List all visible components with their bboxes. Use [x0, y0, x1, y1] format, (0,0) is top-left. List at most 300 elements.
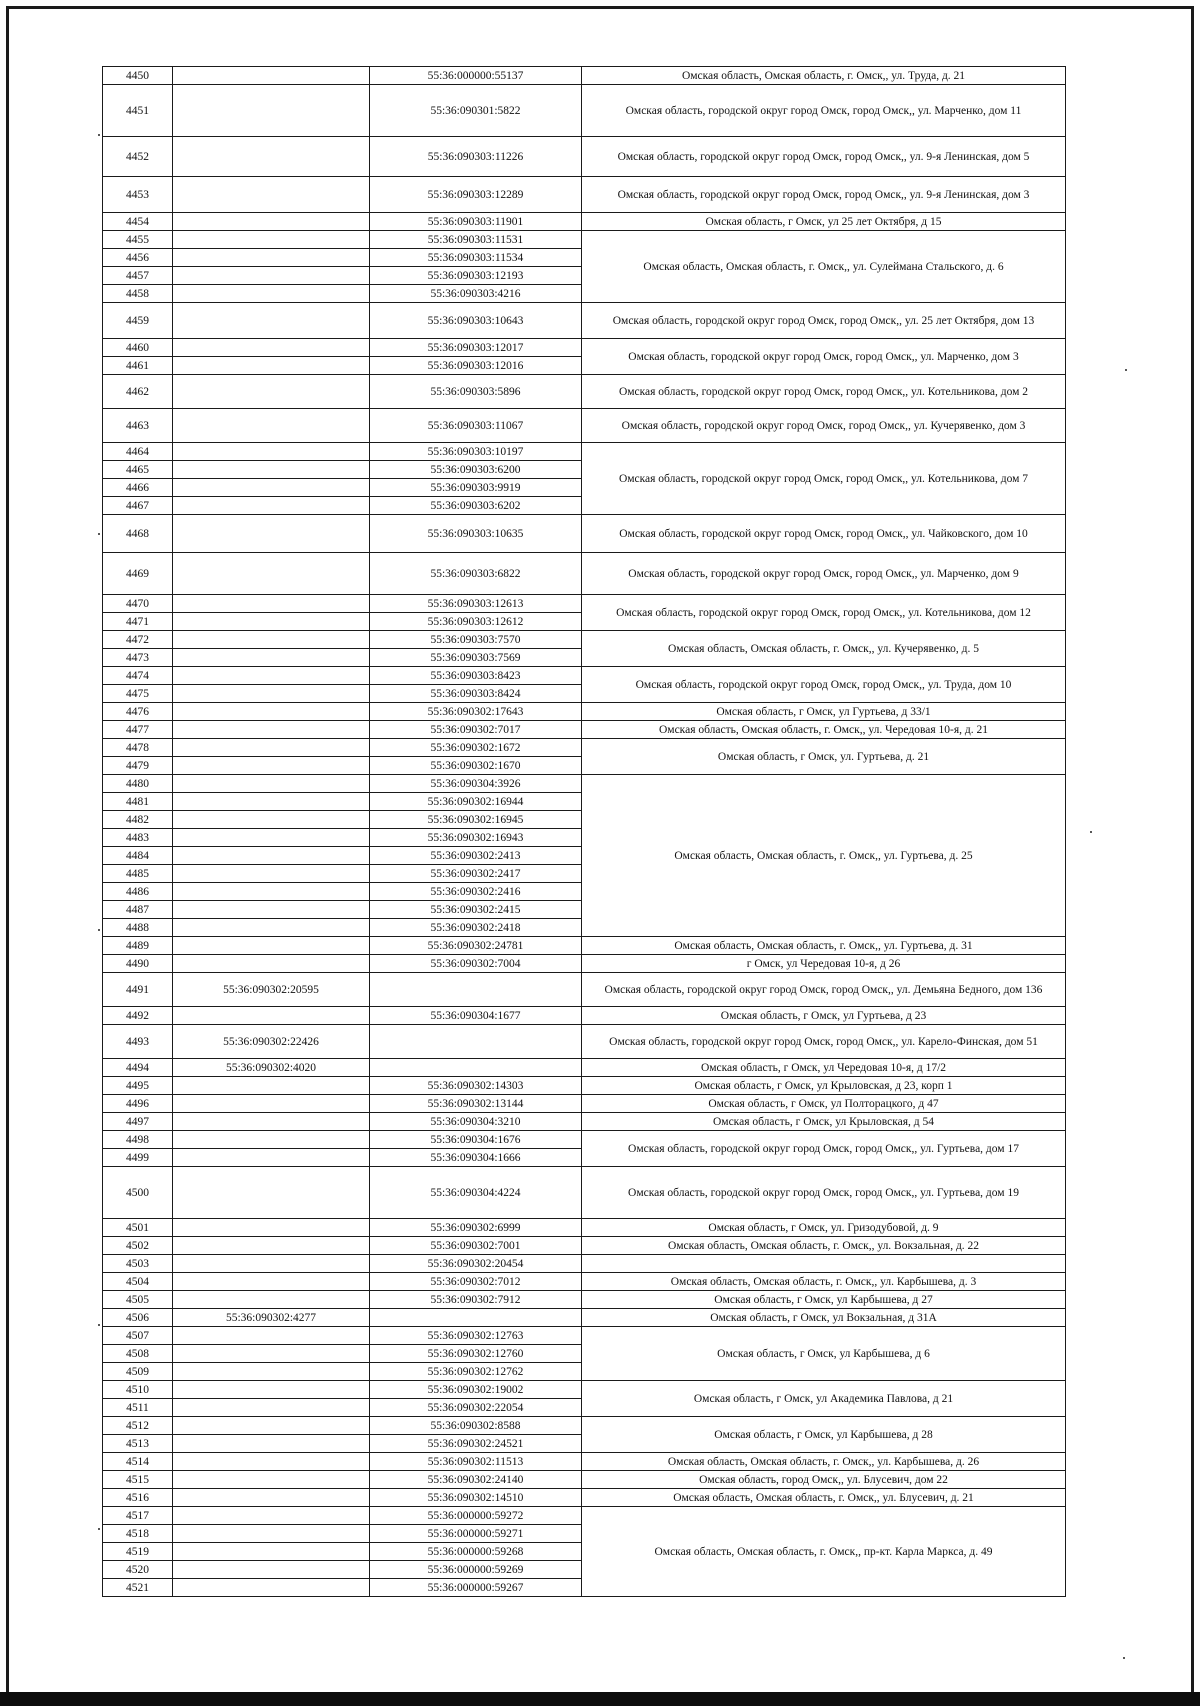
address-cell: Омская область, г Омск, ул Гуртьева, д 23 — [582, 1007, 1066, 1025]
table-row — [103, 595, 1066, 613]
cadastral-number: 55:36:090303:7570 — [370, 631, 582, 649]
address-cell: Омская область, Омская область, г. Омск,, ул. Вокзальная, д. 22 — [582, 1237, 1066, 1255]
cadastral-number: 55:36:090302:7004 — [370, 955, 582, 973]
cadastral-number: 55:36:090303:10197 — [370, 443, 582, 461]
scan-mark — [1090, 831, 1092, 833]
address-cell: Омская область, Омская область, г. Омск,, ул. Чередовая 10-я, д. 21 — [582, 721, 1066, 739]
table-row — [103, 775, 1066, 793]
row-number: 4498 — [103, 1131, 173, 1149]
address-cell: Омская область, Омская область, г. Омск,, ул. Сулеймана Стальского, д. 6 — [582, 231, 1066, 303]
cadastral-number: 55:36:090303:7569 — [370, 649, 582, 667]
row-number: 4456 — [103, 249, 173, 267]
cadastral-number: 55:36:090303:10635 — [370, 515, 582, 553]
cadastral-number: 55:36:090303:10643 — [370, 303, 582, 339]
row-number: 4514 — [103, 1453, 173, 1471]
cadastral-number: 55:36:090302:12760 — [370, 1345, 582, 1363]
row-number: 4492 — [103, 1007, 173, 1025]
cadastral-number: 55:36:090302:17643 — [370, 703, 582, 721]
row-number: 4515 — [103, 1471, 173, 1489]
cadastral-number: 55:36:090304:1677 — [370, 1007, 582, 1025]
table-row — [103, 67, 1066, 85]
table-row — [103, 1007, 1066, 1025]
row-number: 4506 — [103, 1309, 173, 1327]
row-number: 4460 — [103, 339, 173, 357]
row-number: 4458 — [103, 285, 173, 303]
row-number: 4466 — [103, 479, 173, 497]
scan-mark — [98, 929, 100, 931]
row-number: 4463 — [103, 409, 173, 443]
row-number: 4496 — [103, 1095, 173, 1113]
table-row — [103, 973, 1066, 1007]
row-number: 4453 — [103, 177, 173, 213]
table-row — [103, 721, 1066, 739]
cadastral-number: 55:36:090304:4224 — [370, 1167, 582, 1219]
row-number: 4510 — [103, 1381, 173, 1399]
table-row — [103, 515, 1066, 553]
row-number: 4480 — [103, 775, 173, 793]
row-number: 4477 — [103, 721, 173, 739]
cadastral-number-2 — [173, 1561, 370, 1579]
cadastral-number-2 — [173, 1471, 370, 1489]
row-number: 4469 — [103, 553, 173, 595]
cadastral-number-2: 55:36:090302:4020 — [173, 1059, 370, 1077]
cadastral-number: 55:36:090302:12762 — [370, 1363, 582, 1381]
address-cell: Омская область, г Омск, ул Крыловская, д 54 — [582, 1113, 1066, 1131]
cadastral-number-2 — [173, 937, 370, 955]
cadastral-number-2 — [173, 553, 370, 595]
cadastral-number: 55:36:090302:13144 — [370, 1095, 582, 1113]
row-number: 4459 — [103, 303, 173, 339]
cadastral-number: 55:36:090302:24781 — [370, 937, 582, 955]
address-cell: Омская область, Омская область, г. Омск,, ул. Карбышева, д. 3 — [582, 1273, 1066, 1291]
cadastral-number: 55:36:090303:11901 — [370, 213, 582, 231]
table-row — [103, 703, 1066, 721]
cadastral-number-2 — [173, 739, 370, 757]
cadastral-number: 55:36:090302:2417 — [370, 865, 582, 883]
cadastral-number: 55:36:090302:14303 — [370, 1077, 582, 1095]
table-row — [103, 739, 1066, 757]
cadastral-number-2 — [173, 613, 370, 631]
table-row — [103, 937, 1066, 955]
cadastral-number-2 — [173, 249, 370, 267]
address-cell: Омская область, городской округ город Омск, город Омск,, ул. Марченко, дом 11 — [582, 85, 1066, 137]
cadastral-number: 55:36:090303:11531 — [370, 231, 582, 249]
row-number: 4490 — [103, 955, 173, 973]
table-row — [103, 553, 1066, 595]
row-number: 4470 — [103, 595, 173, 613]
cadastral-number: 55:36:090304:1666 — [370, 1149, 582, 1167]
address-cell: Омская область, Омская область, г. Омск,, ул. Труда, д. 21 — [582, 67, 1066, 85]
cadastral-number-2 — [173, 1219, 370, 1237]
row-number: 4462 — [103, 375, 173, 409]
cadastral-number: 55:36:000000:55137 — [370, 67, 582, 85]
address-cell: Омская область, городской округ город Омск, город Омск,, ул. Марченко, дом 3 — [582, 339, 1066, 375]
row-number: 4487 — [103, 901, 173, 919]
address-cell: Омская область, г Омск, ул Чередовая 10-я, д 17/2 — [582, 1059, 1066, 1077]
cadastral-number-2 — [173, 721, 370, 739]
cadastral-number: 55:36:090303:11067 — [370, 409, 582, 443]
scan-mark — [98, 1324, 100, 1326]
cadastral-number: 55:36:000000:59267 — [370, 1579, 582, 1597]
cadastral-number-2 — [173, 775, 370, 793]
cadastral-number-2 — [173, 375, 370, 409]
cadastral-number: 55:36:090303:6200 — [370, 461, 582, 479]
table-row — [103, 1131, 1066, 1149]
cadastral-number-2 — [173, 829, 370, 847]
row-number: 4493 — [103, 1025, 173, 1059]
cadastral-number-2 — [173, 1167, 370, 1219]
cadastral-number: 55:36:090303:12613 — [370, 595, 582, 613]
cadastral-number-2 — [173, 1417, 370, 1435]
address-cell: Омская область, городской округ город Омск, город Омск,, ул. Гуртьева, дом 19 — [582, 1167, 1066, 1219]
cadastral-number: 55:36:090303:12016 — [370, 357, 582, 375]
cadastral-number-2 — [173, 1345, 370, 1363]
cadastral-number-2 — [173, 1453, 370, 1471]
row-number: 4455 — [103, 231, 173, 249]
cadastral-number: 55:36:090302:16945 — [370, 811, 582, 829]
cadastral-number-2 — [173, 955, 370, 973]
table-row — [103, 1025, 1066, 1059]
address-cell: Омская область, городской округ город Омск, город Омск,, ул. Котельникова, дом 12 — [582, 595, 1066, 631]
cadastral-number-2 — [173, 901, 370, 919]
table-row — [103, 1327, 1066, 1345]
cadastral-number: 55:36:090303:12289 — [370, 177, 582, 213]
cadastral-number-2 — [173, 409, 370, 443]
cadastral-number-2 — [173, 631, 370, 649]
cadastral-number-2 — [173, 1077, 370, 1095]
row-number: 4464 — [103, 443, 173, 461]
scan-mark — [98, 134, 100, 136]
address-cell: Омская область, городской округ город Омск, город Омск,, ул. Карело-Финская, дом 51 — [582, 1025, 1066, 1059]
row-number: 4517 — [103, 1507, 173, 1525]
cadastral-number: 55:36:090303:6202 — [370, 497, 582, 515]
address-cell: Омская область, Омская область, г. Омск,, ул. Карбышева, д. 26 — [582, 1453, 1066, 1471]
address-cell: Омская область, Омская область, г. Омск,, ул. Кучерявенко, д. 5 — [582, 631, 1066, 667]
table-row — [103, 1219, 1066, 1237]
cadastral-number-2: 55:36:090302:4277 — [173, 1309, 370, 1327]
row-number: 4486 — [103, 883, 173, 901]
cadastral-number-2 — [173, 267, 370, 285]
cadastral-number: 55:36:090303:12017 — [370, 339, 582, 357]
cadastral-number: 55:36:090302:2413 — [370, 847, 582, 865]
cadastral-number-2 — [173, 1113, 370, 1131]
row-number: 4512 — [103, 1417, 173, 1435]
table-row — [103, 213, 1066, 231]
row-number: 4503 — [103, 1255, 173, 1273]
cadastral-number: 55:36:000000:59271 — [370, 1525, 582, 1543]
address-cell: Омская область, городской округ город Омск, город Омск,, ул. Марченко, дом 9 — [582, 553, 1066, 595]
cadastral-number-2 — [173, 1291, 370, 1309]
row-number: 4504 — [103, 1273, 173, 1291]
cadastral-number: 55:36:090304:3210 — [370, 1113, 582, 1131]
table-row — [103, 1273, 1066, 1291]
address-cell: Омская область, городской округ город Омск, город Омск,, ул. Котельникова, дом 7 — [582, 443, 1066, 515]
row-number: 4472 — [103, 631, 173, 649]
row-number: 4499 — [103, 1149, 173, 1167]
cadastral-number: 55:36:090303:8423 — [370, 667, 582, 685]
cadastral-number-2 — [173, 847, 370, 865]
address-cell: Омская область, городской округ город Омск, город Омск,, ул. Труда, дом 10 — [582, 667, 1066, 703]
address-cell: Омская область, Омская область, г. Омск,, ул. Блусевич, д. 21 — [582, 1489, 1066, 1507]
row-number: 4520 — [103, 1561, 173, 1579]
table-row — [103, 177, 1066, 213]
registry-table — [102, 66, 1066, 1597]
cadastral-number-2 — [173, 865, 370, 883]
row-number: 4488 — [103, 919, 173, 937]
row-number: 4465 — [103, 461, 173, 479]
row-number: 4483 — [103, 829, 173, 847]
row-number: 4502 — [103, 1237, 173, 1255]
address-cell: Омская область, городской округ город Омск, город Омск,, ул. Кучерявенко, дом 3 — [582, 409, 1066, 443]
cadastral-number: 55:36:090304:3926 — [370, 775, 582, 793]
cadastral-number-2 — [173, 1507, 370, 1525]
cadastral-number-2 — [173, 1435, 370, 1453]
address-cell: Омская область, городской округ город Омск, город Омск,, ул. Демьяна Бедного, дом 136 — [582, 973, 1066, 1007]
row-number: 4478 — [103, 739, 173, 757]
cadastral-number-2 — [173, 137, 370, 177]
cadastral-number: 55:36:090303:11226 — [370, 137, 582, 177]
cadastral-number-2 — [173, 285, 370, 303]
cadastral-number: 55:36:090302:1672 — [370, 739, 582, 757]
cadastral-number-2 — [173, 1255, 370, 1273]
table-row — [103, 1489, 1066, 1507]
cadastral-number-2 — [173, 883, 370, 901]
cadastral-number: 55:36:090303:6822 — [370, 553, 582, 595]
cadastral-number: 55:36:090302:16943 — [370, 829, 582, 847]
row-number: 4482 — [103, 811, 173, 829]
row-number: 4495 — [103, 1077, 173, 1095]
cadastral-number-2 — [173, 1007, 370, 1025]
cadastral-number-2 — [173, 595, 370, 613]
table-row — [103, 1471, 1066, 1489]
cadastral-number-2 — [173, 667, 370, 685]
table-row — [103, 1417, 1066, 1435]
cadastral-number: 55:36:090303:12193 — [370, 267, 582, 285]
address-cell: Омская область, г Омск, ул 25 лет Октября, д 15 — [582, 213, 1066, 231]
row-number: 4494 — [103, 1059, 173, 1077]
cadastral-number-2 — [173, 703, 370, 721]
address-cell: Омская область, городской округ город Омск, город Омск,, ул. Котельникова, дом 2 — [582, 375, 1066, 409]
cadastral-number-2 — [173, 1095, 370, 1113]
cadastral-number: 55:36:090304:1676 — [370, 1131, 582, 1149]
address-cell: Омская область, городской округ город Омск, город Омск,, ул. 25 лет Октября, дом 13 — [582, 303, 1066, 339]
cadastral-number: 55:36:090303:8424 — [370, 685, 582, 703]
cadastral-number: 55:36:090302:7001 — [370, 1237, 582, 1255]
cadastral-number-2 — [173, 757, 370, 775]
table-row — [103, 1113, 1066, 1131]
address-cell: Омская область, г Омск, ул Академика Павлова, д 21 — [582, 1381, 1066, 1417]
table-row — [103, 1095, 1066, 1113]
row-number: 4500 — [103, 1167, 173, 1219]
cadastral-number-2 — [173, 443, 370, 461]
scan-mark — [98, 1528, 100, 1530]
table-row — [103, 1507, 1066, 1525]
cadastral-number-2 — [173, 1363, 370, 1381]
registry-body — [103, 67, 1066, 1597]
cadastral-number: 55:36:090302:2418 — [370, 919, 582, 937]
address-cell: Омская область, городской округ город Омск, город Омск,, ул. 9-я Ленинская, дом 5 — [582, 137, 1066, 177]
address-cell: Омская область, г Омск, ул Вокзальная, д 31А — [582, 1309, 1066, 1327]
address-cell: Омская область, Омская область, г. Омск,, пр-кт. Карла Маркса, д. 49 — [582, 1507, 1066, 1597]
cadastral-number: 55:36:090302:7912 — [370, 1291, 582, 1309]
cadastral-number-2 — [173, 357, 370, 375]
cadastral-number-2 — [173, 497, 370, 515]
address-cell: Омская область, городской округ город Омск, город Омск,, ул. Гуртьева, дом 17 — [582, 1131, 1066, 1167]
row-number: 4452 — [103, 137, 173, 177]
cadastral-number: 55:36:090302:14510 — [370, 1489, 582, 1507]
cadastral-number: 55:36:000000:59272 — [370, 1507, 582, 1525]
cadastral-number: 55:36:090302:6999 — [370, 1219, 582, 1237]
cadastral-number-2 — [173, 479, 370, 497]
address-cell: Омская область, г Омск, ул Карбышева, д 6 — [582, 1327, 1066, 1381]
cadastral-number-2 — [173, 793, 370, 811]
cadastral-number: 55:36:090303:5896 — [370, 375, 582, 409]
row-number: 4479 — [103, 757, 173, 775]
row-number: 4474 — [103, 667, 173, 685]
row-number: 4467 — [103, 497, 173, 515]
table-row — [103, 1309, 1066, 1327]
address-cell: Омская область, г Омск, ул Гуртьева, д 33/1 — [582, 703, 1066, 721]
cadastral-number-2: 55:36:090302:22426 — [173, 1025, 370, 1059]
row-number: 4457 — [103, 267, 173, 285]
cadastral-number: 55:36:090302:7012 — [370, 1273, 582, 1291]
row-number: 4505 — [103, 1291, 173, 1309]
cadastral-number-2 — [173, 303, 370, 339]
cadastral-number: 55:36:090302:19002 — [370, 1381, 582, 1399]
address-cell: Омская область, г Омск, ул Карбышева, д 28 — [582, 1417, 1066, 1453]
row-number: 4454 — [103, 213, 173, 231]
cadastral-number-2 — [173, 177, 370, 213]
cadastral-number-2 — [173, 1273, 370, 1291]
row-number: 4471 — [103, 613, 173, 631]
scan-border-bottom — [0, 1692, 1200, 1706]
table-row — [103, 85, 1066, 137]
row-number: 4507 — [103, 1327, 173, 1345]
cadastral-number-2 — [173, 339, 370, 357]
cadastral-number: 55:36:000000:59269 — [370, 1561, 582, 1579]
address-cell: Омская область, г Омск, ул Крыловская, д 23, корп 1 — [582, 1077, 1066, 1095]
table-row — [103, 667, 1066, 685]
address-cell: Омская область, г Омск, ул Карбышева, д 27 — [582, 1291, 1066, 1309]
cadastral-number: 55:36:090302:24140 — [370, 1471, 582, 1489]
cadastral-number-2 — [173, 67, 370, 85]
cadastral-number — [370, 1025, 582, 1059]
row-number: 4516 — [103, 1489, 173, 1507]
table-row — [103, 303, 1066, 339]
scan-mark — [1123, 1657, 1125, 1659]
cadastral-number-2 — [173, 811, 370, 829]
cadastral-number: 55:36:090302:11513 — [370, 1453, 582, 1471]
row-number: 4519 — [103, 1543, 173, 1561]
table-row — [103, 1381, 1066, 1399]
address-cell: Омская область, Омская область, г. Омск,, ул. Гуртьева, д. 25 — [582, 775, 1066, 937]
cadastral-number: 55:36:090303:4216 — [370, 285, 582, 303]
row-number: 4513 — [103, 1435, 173, 1453]
row-number: 4511 — [103, 1399, 173, 1417]
address-cell: Омская область, город Омск,, ул. Блусевич, дом 22 — [582, 1471, 1066, 1489]
address-cell: Омская область, Омская область, г. Омск,, ул. Гуртьева, д. 31 — [582, 937, 1066, 955]
address-cell: Омская область, г Омск, ул. Гуртьева, д. 21 — [582, 739, 1066, 775]
cadastral-number-2 — [173, 231, 370, 249]
row-number: 4450 — [103, 67, 173, 85]
cadastral-number-2 — [173, 685, 370, 703]
cadastral-number-2 — [173, 1489, 370, 1507]
table-row — [103, 1291, 1066, 1309]
address-cell: Омская область, городской округ город Омск, город Омск,, ул. 9-я Ленинская, дом 3 — [582, 177, 1066, 213]
cadastral-number-2 — [173, 1237, 370, 1255]
cadastral-number-2 — [173, 1381, 370, 1399]
cadastral-number: 55:36:090302:24521 — [370, 1435, 582, 1453]
cadastral-number: 55:36:090303:9919 — [370, 479, 582, 497]
row-number: 4476 — [103, 703, 173, 721]
cadastral-number-2 — [173, 649, 370, 667]
cadastral-number-2 — [173, 1149, 370, 1167]
cadastral-number: 55:36:090301:5822 — [370, 85, 582, 137]
row-number: 4475 — [103, 685, 173, 703]
cadastral-number: 55:36:090302:16944 — [370, 793, 582, 811]
cadastral-number-2 — [173, 919, 370, 937]
cadastral-number-2 — [173, 515, 370, 553]
table-row — [103, 443, 1066, 461]
row-number: 4473 — [103, 649, 173, 667]
cadastral-number: 55:36:090302:20454 — [370, 1255, 582, 1273]
cadastral-number: 55:36:090302:1670 — [370, 757, 582, 775]
table-row — [103, 955, 1066, 973]
row-number: 4485 — [103, 865, 173, 883]
cadastral-number: 55:36:090302:2415 — [370, 901, 582, 919]
row-number: 4521 — [103, 1579, 173, 1597]
row-number: 4497 — [103, 1113, 173, 1131]
cadastral-number-2 — [173, 1579, 370, 1597]
cadastral-number-2 — [173, 1525, 370, 1543]
row-number: 4508 — [103, 1345, 173, 1363]
address-cell: Омская область, городской округ город Омск, город Омск,, ул. Чайковского, дом 10 — [582, 515, 1066, 553]
table-row — [103, 1255, 1066, 1273]
table-row — [103, 409, 1066, 443]
row-number: 4489 — [103, 937, 173, 955]
cadastral-number-2 — [173, 1543, 370, 1561]
cadastral-number: 55:36:090302:2416 — [370, 883, 582, 901]
cadastral-number: 55:36:090302:22054 — [370, 1399, 582, 1417]
scan-mark — [1125, 369, 1127, 371]
table-row — [103, 1059, 1066, 1077]
cadastral-number — [370, 1059, 582, 1077]
cadastral-number: 55:36:090302:8588 — [370, 1417, 582, 1435]
cadastral-number — [370, 973, 582, 1007]
address-cell — [582, 1255, 1066, 1273]
cadastral-number-2 — [173, 85, 370, 137]
table-row — [103, 631, 1066, 649]
table-row — [103, 339, 1066, 357]
cadastral-number-2 — [173, 1131, 370, 1149]
cadastral-number: 55:36:090302:12763 — [370, 1327, 582, 1345]
cadastral-number-2 — [173, 461, 370, 479]
table-row — [103, 1077, 1066, 1095]
address-cell: г Омск, ул Чередовая 10-я, д 26 — [582, 955, 1066, 973]
table-row — [103, 137, 1066, 177]
cadastral-number: 55:36:000000:59268 — [370, 1543, 582, 1561]
cadastral-number: 55:36:090302:7017 — [370, 721, 582, 739]
table-row — [103, 1167, 1066, 1219]
row-number: 4509 — [103, 1363, 173, 1381]
table-row — [103, 231, 1066, 249]
cadastral-number — [370, 1309, 582, 1327]
row-number: 4484 — [103, 847, 173, 865]
table-row — [103, 1453, 1066, 1471]
table-row — [103, 375, 1066, 409]
row-number: 4491 — [103, 973, 173, 1007]
cadastral-number: 55:36:090303:12612 — [370, 613, 582, 631]
